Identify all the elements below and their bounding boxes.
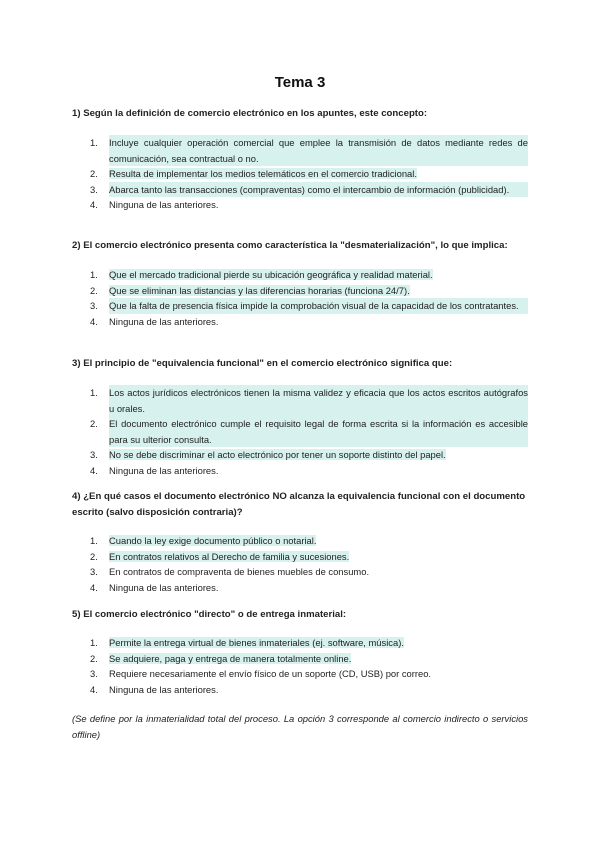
question-1-options <box>72 135 528 213</box>
option-text: Permite la entrega virtual de bienes inmateriales (ej. software, música). <box>109 637 404 648</box>
option-number: 4. <box>90 581 98 593</box>
option-text: Incluye cualquier operación comercial que emplee la transmisión de datos mediante redes de comunicación, sea contractual o no. <box>109 135 528 166</box>
option-number: 3. <box>90 300 98 311</box>
option-item <box>72 298 528 314</box>
option-number: 2. <box>90 550 98 562</box>
option-text: Ninguna de las anteriores. <box>109 683 219 695</box>
option-item <box>72 385 528 416</box>
question-3-options <box>72 385 528 478</box>
option-text: Se adquiere, paga y entrega de manera totalmente online. <box>109 652 352 664</box>
option-item <box>72 135 528 166</box>
option-text: En contratos relativos al Derecho de familia y sucesiones. <box>109 550 350 562</box>
option-text: Los actos jurídicos electrónicos tienen la misma validez y eficacia que los actos escritos autógrafos u orales. <box>109 385 528 416</box>
option-item <box>72 197 528 213</box>
option-item <box>72 416 528 447</box>
option-item <box>72 533 528 549</box>
option-text: No se debe discriminar el acto electrónico por tener un soporte distinto del papel. <box>109 449 446 460</box>
option-text: Ninguna de las anteriores. <box>109 581 219 593</box>
option-number: 3. <box>90 566 98 577</box>
option-text: Ninguna de las anteriores. <box>109 199 219 210</box>
option-text: Que el mercado tradicional pierde su ubicación geográfica y realidad material. <box>109 269 433 280</box>
option-item <box>72 549 528 565</box>
option-number: 2. <box>90 418 98 429</box>
option-number: 2. <box>90 284 98 296</box>
option-item <box>72 564 528 580</box>
option-item <box>72 682 528 698</box>
question-1-prompt: 1) Según la definición de comercio electrónico en los apuntes, este concepto: <box>72 108 428 119</box>
option-item <box>72 447 528 463</box>
option-text: Ninguna de las anteriores. <box>109 315 219 327</box>
option-item <box>72 580 528 596</box>
option-item <box>72 267 528 283</box>
option-number: 1. <box>90 637 98 648</box>
option-number: 3. <box>90 183 98 195</box>
option-number: 3. <box>90 449 98 460</box>
option-text: Abarca tanto las transacciones (compraventas) como el intercambio de información (publicidad). <box>109 182 528 198</box>
option-text: El documento electrónico cumple el requisito legal de forma escrita si la información es accesible para su ulterior consulta. <box>109 416 528 447</box>
option-number: 2. <box>90 168 98 179</box>
option-text: En contratos de compraventa de bienes muebles de consumo. <box>109 566 370 577</box>
option-item <box>72 166 528 182</box>
option-number: 4. <box>90 315 98 327</box>
option-item <box>72 314 528 330</box>
page-title: Tema 3 <box>274 74 326 91</box>
option-number: 4. <box>90 683 98 695</box>
option-text: Que la falta de presencia física impide la comprobación visual de la capacidad de los contratantes. <box>109 298 528 314</box>
option-text: Que se eliminan las distancias y las diferencias horarias (funciona 24/7). <box>109 284 410 296</box>
option-number: 4. <box>90 199 98 210</box>
option-text: Resulta de implementar los medios telemáticos en el comercio tradicional. <box>109 168 417 179</box>
option-text: Ninguna de las anteriores. <box>109 464 219 476</box>
option-item <box>72 182 528 198</box>
question-5-prompt: 5) El comercio electrónico "directo" o de entrega inmaterial: <box>72 609 347 620</box>
option-number: 2. <box>90 652 98 664</box>
option-number: 1. <box>90 137 98 148</box>
answer-note: (Se define por la inmaterialidad total del proceso. La opción 3 corresponde al comercio indirecto o servicios offline) <box>72 713 528 740</box>
option-item <box>72 651 528 667</box>
question-4-options <box>72 533 528 595</box>
option-number: 3. <box>90 668 98 679</box>
question-3-prompt: 3) El principio de "equivalencia funcional" en el comercio electrónico significa que: <box>72 358 453 369</box>
option-item <box>72 463 528 479</box>
question-4-prompt: 4) ¿En qué casos el documento electrónico NO alcanza la equivalencia funcional con el documento escrito (salvo disposición contraria)? <box>72 491 526 518</box>
option-item <box>72 283 528 299</box>
option-number: 1. <box>90 269 98 280</box>
option-item <box>72 666 528 682</box>
option-number: 4. <box>90 464 98 476</box>
option-item <box>72 635 528 651</box>
option-number: 1. <box>90 387 98 398</box>
question-2-options <box>72 267 528 329</box>
question-5-options <box>72 635 528 697</box>
option-text: Cuando la ley exige documento público o notarial. <box>109 535 317 546</box>
question-2-prompt: 2) El comercio electrónico presenta como característica la "desmaterialización", lo que implica: <box>72 240 508 251</box>
option-text: Requiere necesariamente el envío físico de un soporte (CD, USB) por correo. <box>109 668 432 679</box>
option-number: 1. <box>90 535 98 546</box>
